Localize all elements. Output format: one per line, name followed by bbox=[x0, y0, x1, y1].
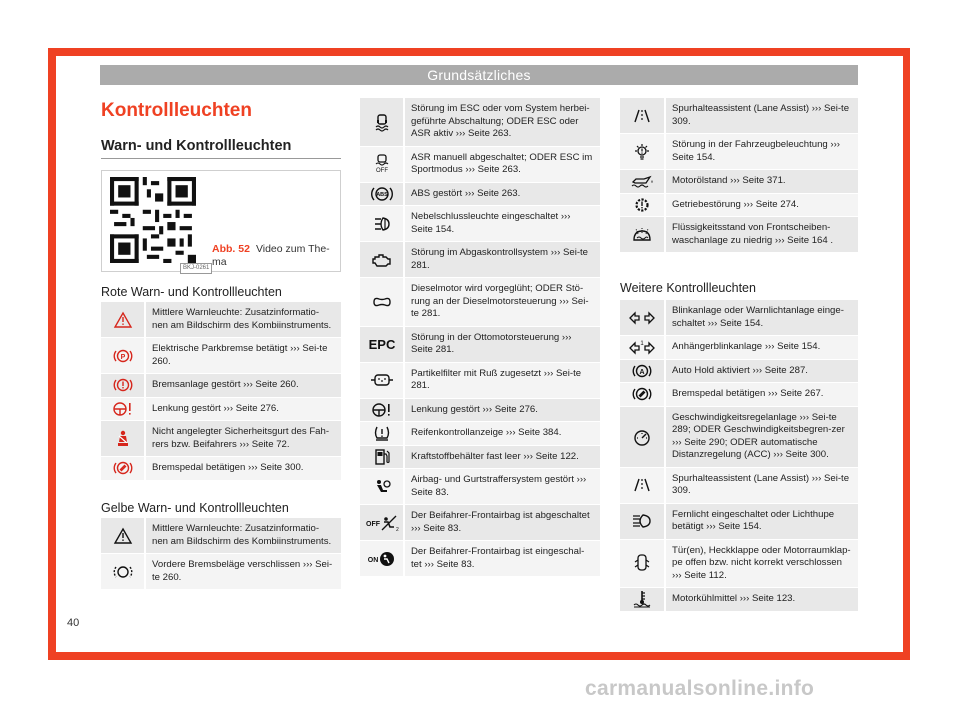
row-text: ABS gestört ››› Seite 263. bbox=[405, 183, 600, 206]
table-row bbox=[620, 360, 858, 384]
airbag-off-icon bbox=[360, 505, 405, 540]
trailer-signal-icon bbox=[620, 336, 666, 359]
coolant-icon bbox=[620, 588, 666, 611]
brake-system-icon bbox=[101, 374, 146, 397]
figure-caption bbox=[212, 243, 334, 269]
table-row bbox=[101, 554, 341, 590]
door-open-icon bbox=[620, 540, 666, 588]
seatbelt-icon bbox=[101, 421, 146, 456]
more-table bbox=[620, 300, 858, 612]
asr-off-icon bbox=[360, 147, 405, 182]
light-fault-icon bbox=[620, 134, 666, 169]
table-row bbox=[360, 147, 600, 183]
row-text: Bremsanlage gestört ››› Seite 260. bbox=[146, 374, 341, 397]
table-row bbox=[620, 407, 858, 468]
auto-hold-icon bbox=[620, 360, 666, 383]
table-row bbox=[101, 421, 341, 457]
svg-text:P: P bbox=[120, 353, 125, 361]
row-text: Spurhalteassistent (Lane Assist) ››› Sei-te 309. bbox=[666, 98, 858, 133]
section-more-heading: Weitere Kontrollleuchten bbox=[620, 281, 756, 295]
table-row bbox=[360, 183, 600, 207]
row-text: Tür(en), Heckklappe oder Motorraumklap-pe offen bzw. nicht korrekt verschlossen ››› Seite 112. bbox=[666, 540, 858, 588]
brake-pedal-icon bbox=[620, 383, 666, 406]
steering-fault-icon bbox=[360, 399, 405, 422]
qr-code-icon[interactable] bbox=[110, 177, 196, 263]
table-row bbox=[360, 541, 600, 577]
fog-light-icon bbox=[360, 206, 405, 241]
table-row bbox=[620, 217, 858, 253]
svg-text:ABS: ABS bbox=[375, 191, 388, 198]
parking-brake-icon bbox=[101, 338, 146, 373]
tire-pressure-icon bbox=[360, 422, 405, 445]
row-text: Vordere Bremsbeläge verschlissen ››› Sei-te 260. bbox=[146, 554, 341, 589]
row-text: Flüssigkeitsstand von Frontscheiben-waschanlage zu niedrig ››› Seite 164 . bbox=[666, 217, 858, 252]
table-row bbox=[101, 518, 341, 554]
row-text: Bremspedal betätigen ››› Seite 300. bbox=[146, 457, 341, 480]
table-row bbox=[620, 300, 858, 336]
figure-caption-text: Video zum The-ma bbox=[212, 243, 330, 268]
row-text: Kraftstoffbehälter fast leer ››› Seite 122. bbox=[405, 446, 600, 469]
row-text: Spurhalteassistent (Lane Assist) ››› Sei-te 309. bbox=[666, 468, 858, 503]
row-text: Störung in der Fahrzeugbeleuchtung ››› Seite 154. bbox=[666, 134, 858, 169]
row-text: Elektrische Parkbremse betätigt ››› Sei-te 260. bbox=[146, 338, 341, 373]
lane-assist-icon bbox=[620, 468, 666, 503]
section-subtitle: Warn- und Kontrollleuchten bbox=[101, 138, 292, 154]
lane-assist-icon bbox=[620, 98, 666, 133]
row-text: Dieselmotor wird vorgeglüht; ODER Stö-rung an der Dieselmotorsteuerung ››› Sei-te 281. bbox=[405, 278, 600, 326]
table-row bbox=[360, 446, 600, 470]
red-table bbox=[101, 302, 341, 481]
svg-text:A: A bbox=[639, 368, 645, 376]
table-row bbox=[620, 383, 858, 407]
particle-filter-icon bbox=[360, 363, 405, 398]
oil-icon bbox=[620, 170, 666, 193]
table-row bbox=[620, 588, 858, 612]
row-text: Nebelschlussleuchte eingeschaltet ››› Seite 154. bbox=[405, 206, 600, 241]
row-text: Reifenkontrollanzeige ››› Seite 384. bbox=[405, 422, 600, 445]
warning-triangle-icon bbox=[101, 518, 146, 553]
svg-text:EPC: EPC bbox=[368, 337, 395, 352]
abs-icon bbox=[360, 183, 405, 206]
table-row bbox=[101, 398, 341, 422]
table-row bbox=[620, 194, 858, 218]
glow-plug-icon bbox=[360, 278, 405, 326]
row-text: Partikelfilter mit Ruß zugesetzt ››› Sei-te 281. bbox=[405, 363, 600, 398]
airbag-on-icon bbox=[360, 541, 405, 576]
table-row bbox=[101, 374, 341, 398]
row-text: Mittlere Warnleuchte: Zusatzinformatio-nen am Bildschirm des Kombiinstruments. bbox=[146, 518, 341, 553]
row-text: Bremspedal betätigen ››› Seite 267. bbox=[666, 383, 858, 406]
table-row bbox=[360, 422, 600, 446]
warning-table-middle bbox=[360, 98, 600, 577]
row-text: Airbag- und Gurtstraffersystem gestört ››› Seite 83. bbox=[405, 469, 600, 504]
washer-fluid-icon bbox=[620, 217, 666, 252]
table-row bbox=[620, 98, 858, 134]
brake-pedal-icon bbox=[101, 457, 146, 480]
divider bbox=[101, 158, 341, 159]
esc-icon bbox=[360, 98, 405, 146]
speedometer-icon bbox=[620, 407, 666, 467]
section-red-heading: Rote Warn- und Kontrollleuchten bbox=[101, 285, 282, 299]
row-text: Lenkung gestört ››› Seite 276. bbox=[146, 398, 341, 421]
epc-icon bbox=[360, 327, 405, 362]
table-row bbox=[360, 278, 600, 327]
svg-text:OFF: OFF bbox=[375, 168, 388, 174]
svg-text:ON: ON bbox=[367, 556, 378, 564]
row-text: Auto Hold aktiviert ››› Seite 287. bbox=[666, 360, 858, 383]
row-text: Nicht angelegter Sicherheitsgurt des Fah-rers bzw. Beifahrers ››› Seite 72. bbox=[146, 421, 341, 456]
table-row bbox=[360, 242, 600, 278]
row-text: Fernlicht eingeschaltet oder Lichthupe betätigt ››› Seite 154. bbox=[666, 504, 858, 539]
page-number: 40 bbox=[67, 617, 80, 629]
high-beam-icon bbox=[620, 504, 666, 539]
svg-text:2: 2 bbox=[395, 526, 399, 533]
table-row bbox=[360, 399, 600, 423]
airbag-icon bbox=[360, 469, 405, 504]
table-row bbox=[360, 206, 600, 242]
svg-text:OFF: OFF bbox=[365, 520, 380, 528]
figure-label: Abb. 52 bbox=[212, 243, 250, 255]
engine-icon bbox=[360, 242, 405, 277]
table-row bbox=[360, 469, 600, 505]
row-text: Anhängerblinkanlage ››› Seite 154. bbox=[666, 336, 858, 359]
row-text: Der Beifahrer-Frontairbag ist abgeschaltet ››› Seite 83. bbox=[405, 505, 600, 540]
row-text: Getriebestörung ››› Seite 274. bbox=[666, 194, 858, 217]
table-row bbox=[101, 338, 341, 374]
table-row bbox=[620, 504, 858, 540]
table-row bbox=[360, 363, 600, 399]
fuel-icon bbox=[360, 446, 405, 469]
warning-table-right bbox=[620, 98, 858, 253]
table-row bbox=[620, 170, 858, 194]
table-row bbox=[620, 468, 858, 504]
row-text: Störung in der Ottomotorsteuerung ››› Seite 281. bbox=[405, 327, 600, 362]
table-row bbox=[360, 98, 600, 147]
section-yellow-heading: Gelbe Warn- und Kontrollleuchten bbox=[101, 501, 289, 515]
page-title: Kontrollleuchten bbox=[101, 100, 252, 121]
table-row bbox=[620, 336, 858, 360]
warning-triangle-icon bbox=[101, 302, 146, 337]
steering-fault-icon bbox=[101, 398, 146, 421]
table-row bbox=[101, 457, 341, 481]
row-text: Motorkühlmittel ››› Seite 123. bbox=[666, 588, 858, 611]
table-row bbox=[360, 327, 600, 363]
row-text: Motorölstand ››› Seite 371. bbox=[666, 170, 858, 193]
watermark: carmanualsonline.info bbox=[585, 677, 815, 700]
row-text: Störung im Abgaskontrollsystem ››› Sei-te 281. bbox=[405, 242, 600, 277]
table-row bbox=[101, 302, 341, 338]
row-text: Geschwindigkeitsregelanlage ››› Sei-te 289; ODER Geschwindigkeitsbegren-zer ››› Seite 290; ODER automatische Distanzregelung (ACC) ››› Seite 300. bbox=[666, 407, 858, 467]
table-row bbox=[360, 505, 600, 541]
row-text: Störung im ESC oder vom System herbei-geführte Abschaltung; ODER ESC oder ASR aktiv ››› Seite 263. bbox=[405, 98, 600, 146]
gearbox-icon bbox=[620, 194, 666, 217]
figure-code: BKJ-0261 bbox=[180, 263, 212, 274]
yellow-table bbox=[101, 518, 341, 590]
table-row bbox=[620, 134, 858, 170]
row-text: ASR manuell abgeschaltet; ODER ESC im Sportmodus ››› Seite 263. bbox=[405, 147, 600, 182]
brake-pad-icon bbox=[101, 554, 146, 589]
table-row bbox=[620, 540, 858, 589]
chapter-header: Grundsätzliches bbox=[100, 65, 858, 85]
row-text: Blinkanlage oder Warnlichtanlage einge-schaltet ››› Seite 154. bbox=[666, 300, 858, 335]
row-text: Der Beifahrer-Frontairbag ist eingeschal-tet ››› Seite 83. bbox=[405, 541, 600, 576]
row-text: Mittlere Warnleuchte: Zusatzinformatio-nen am Bildschirm des Kombiinstruments. bbox=[146, 302, 341, 337]
turn-signal-icon bbox=[620, 300, 666, 335]
svg-text:1: 1 bbox=[640, 341, 644, 348]
video-figure[interactable] bbox=[101, 170, 341, 272]
row-text: Lenkung gestört ››› Seite 276. bbox=[405, 399, 600, 422]
